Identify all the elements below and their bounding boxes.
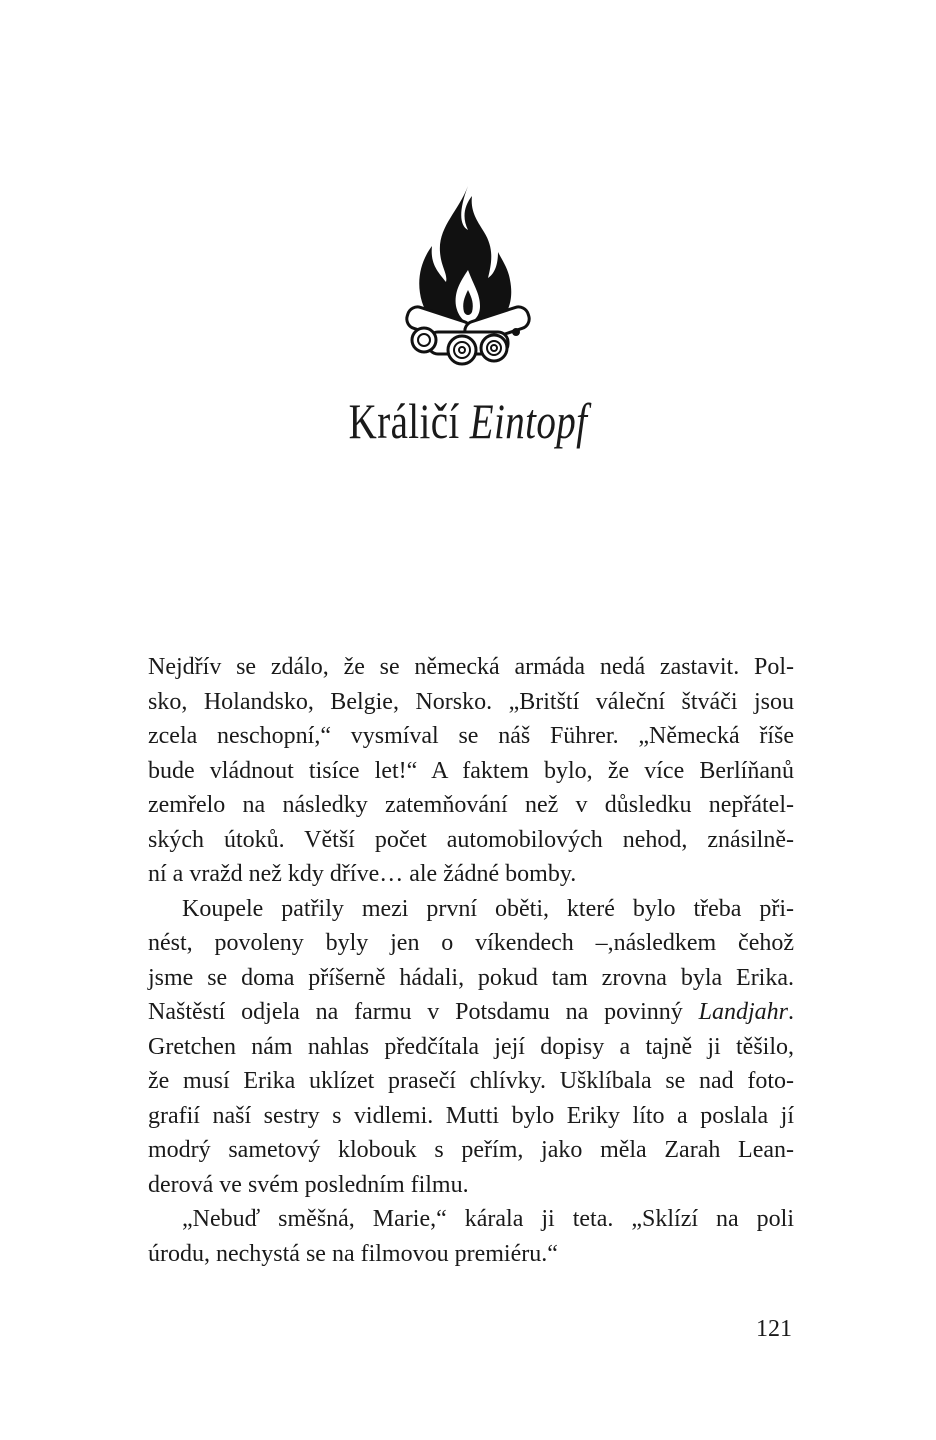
text-line: sko, Holandsko, Belgie, Norsko. „Britští váleční štváči jsou xyxy=(148,688,794,715)
text-line: že musí Erika uklízet prasečí chlívky. Ušklíbala se nad foto- xyxy=(148,1068,794,1094)
text-line: modrý sametový klobouk s peřím, jako měla Zarah Lean- xyxy=(148,1137,794,1163)
text-fragment: Naštěstí odjela na farmu v Potsdamu na povinný xyxy=(148,999,699,1025)
landjahr-italic: Landjahr xyxy=(698,999,788,1025)
text-line: Nejdřív se zdálo, že se německá armáda nedá zastavit. Pol- xyxy=(148,654,794,680)
campfire-icon xyxy=(398,182,538,372)
text-line: zemřelo na následky zatemňování než v důsledku nepřátel- xyxy=(148,792,794,818)
text-line: Gretchen nám nahlas předčítala její dopisy a tajně ji těšilo, xyxy=(148,1033,794,1060)
body-text xyxy=(148,650,794,1271)
text-line-mixed xyxy=(148,995,794,1030)
text-line: ských útoků. Větší počet automobilových nehod, znásilně- xyxy=(148,826,794,853)
text-line: derová ve svém posledním filmu. xyxy=(148,1171,469,1198)
text-line: úrodu, nechystá se na filmovou premiéru.“ xyxy=(148,1240,558,1267)
chapter-title-regular: Králičí xyxy=(348,393,470,449)
text-fragment: . xyxy=(788,999,794,1025)
text-line: Koupele patřily mezi první oběti, které bylo třeba při- xyxy=(182,895,794,922)
chapter-title-italic: Eintopf xyxy=(469,393,588,449)
text-line: nést, povoleny byly jen o víkendech –,následkem čehož xyxy=(148,930,794,956)
text-line: zcela neschopní,“ vysmíval se náš Führer. „Německá říše xyxy=(148,723,794,749)
chapter-title xyxy=(103,386,833,456)
text-line: jsme se doma příšerně hádali, pokud tam zrovna byla Erika. xyxy=(148,964,794,991)
page-number: 121 xyxy=(756,1316,792,1342)
text-line: ní a vražd než kdy dříve… ale žádné bomby. xyxy=(148,861,577,887)
text-line: „Nebuď směšná, Marie,“ kárala ji teta. „Sklízí na poli xyxy=(182,1206,794,1232)
text-line: bude vládnout tisíce let!“ A faktem bylo, že více Berlíňanů xyxy=(148,757,794,784)
text-line: grafií naší sestry s vidlemi. Mutti bylo Eriky líto a poslala jí xyxy=(148,1102,794,1129)
